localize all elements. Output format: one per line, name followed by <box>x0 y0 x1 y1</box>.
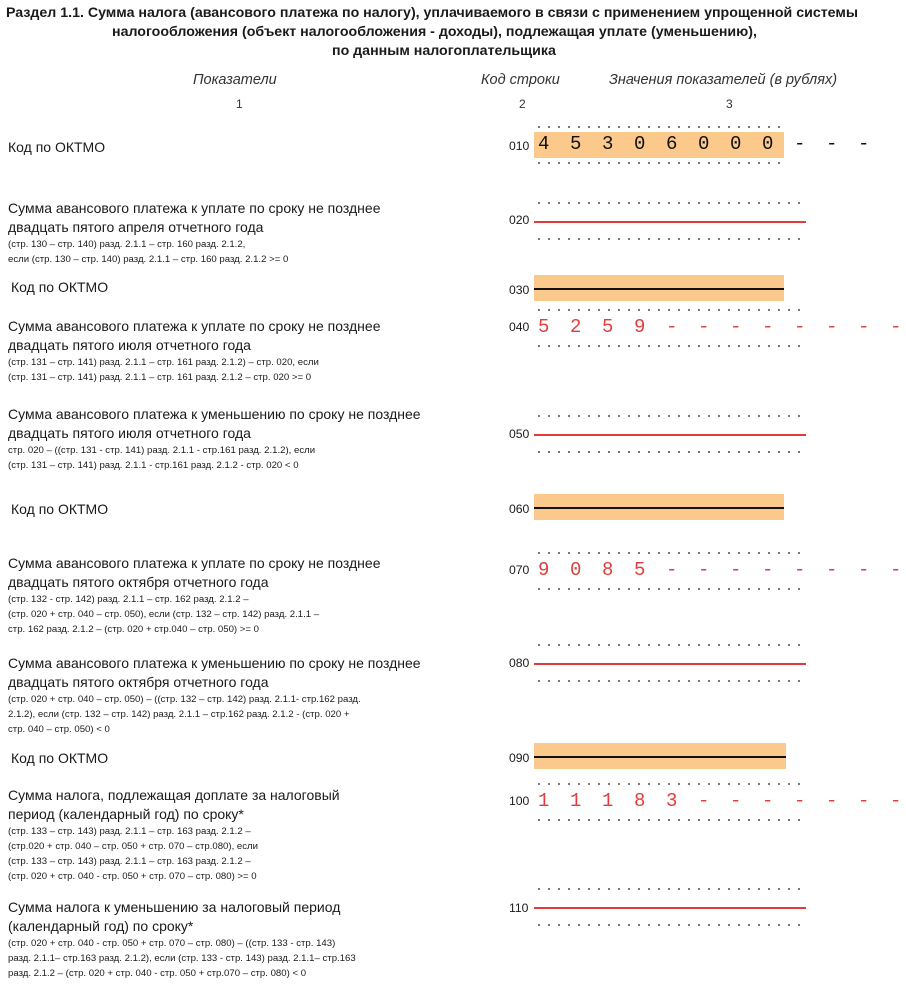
row-050-code: 050 <box>509 427 530 441</box>
column-number-2: 2 <box>519 97 526 111</box>
row-080-code: 080 <box>509 656 530 670</box>
row-060-oktmo-field[interactable] <box>534 494 784 520</box>
row-100-code: 100 <box>509 794 530 808</box>
row-020-formula: (стр. 130 – стр. 140) разд. 2.1.1 – стр. 160 разд. 2.1.2, если (стр. 130 – стр. 140) разд. 2.1.1 – стр. 160 разд. 2.1.2 >= 0 <box>8 239 289 265</box>
section-title-line-1: Раздел 1.1. Сумма налога (авансового платежа по налогу), уплачиваемого в связи с применением упрощенной системы <box>6 5 858 21</box>
row-100-formula: (стр. 133 – стр. 143) разд. 2.1.1 – стр. 163 разд. 2.1.2 – (стр.020 + стр. 040 – стр. 050 + стр. 070 – стр.080), если (стр. 133 – стр. 143) разд. 2.1.1 – стр. 163 разд. 2.1.2 – (стр. 020 + стр. 040 - стр. 050 + стр. 070 – стр. 080) >= 0 <box>8 826 258 882</box>
row-040-formula: (стр. 131 – стр. 141) разд. 2.1.1 – стр. 161 разд. 2.1.2) – стр. 020, если (стр. 131 – стр. 141) разд. 2.1.1 – стр. 161 разд. 2.1.2 – стр. 020 >= 0 <box>8 357 319 383</box>
row-100-value: 1 1 1 8 3 - - - - - - - <box>538 790 906 812</box>
row-040-amount-field[interactable] <box>534 315 906 341</box>
row-110-amount-field[interactable] <box>534 894 806 920</box>
row-070-amount-field[interactable] <box>534 558 906 584</box>
row-060-label: Код по ОКТМО <box>11 501 109 517</box>
row-010-oktmo-field[interactable] <box>534 132 875 158</box>
row-050-formula: стр. 020 – ((стр. 131 - стр. 141) разд. 2.1.1 - стр.161 разд. 2.1.2), если (стр. 131 – стр. 141) разд. 2.1.1 - стр.161 разд. 2.1.2 - стр. 020 < 0 <box>8 445 316 471</box>
row-050-label: Сумма авансового платежа к уменьшению по сроку не позднее двадцать пятого июля отчетного года <box>8 406 421 441</box>
column-header-indicators: Показатели <box>193 72 277 88</box>
section-title-line-3: по данным налогоплательщика <box>332 43 556 59</box>
row-040-code: 040 <box>509 320 530 334</box>
row-020-code: 020 <box>509 213 530 227</box>
row-110-code: 110 <box>509 901 529 915</box>
row-040-label: Сумма авансового платежа к уплате по сроку не позднее двадцать пятого июля отчетного года <box>8 318 381 353</box>
row-060-code: 060 <box>509 502 530 516</box>
row-050-amount-field[interactable] <box>534 421 806 447</box>
row-110-formula: (стр. 020 + стр. 040 - стр. 050 + стр. 070 – стр. 080) – ((стр. 133 - стр. 143) разд. 2.1.1– стр.163 разд. 2.1.2), если (стр. 133 - стр. 143) разд. 2.1.1– стр.163 разд. 2.1.2 – (стр. 020 + стр. 040 - стр. 050 + стр.070 – стр. 080) < 0 <box>8 938 356 979</box>
column-number-1: 1 <box>236 97 243 111</box>
row-070-code: 070 <box>509 563 530 577</box>
row-080-amount-field[interactable] <box>534 650 806 676</box>
row-040-value: 5 2 5 9 - - - - - - - - <box>538 316 906 338</box>
column-number-3: 3 <box>726 97 733 111</box>
row-010-value: 4 5 3 0 6 0 0 0 - - - <box>538 133 875 155</box>
row-080-label: Сумма авансового платежа к уменьшению по сроку не позднее двадцать пятого октября отчетного года <box>8 655 421 690</box>
row-020-label: Сумма авансового платежа к уплате по сроку не позднее двадцать пятого апреля отчетного года <box>8 200 381 235</box>
row-080-formula: (стр. 020 + стр. 040 – стр. 050) – ((стр. 132 – стр. 142) разд. 2.1.1- стр.162 разд. 2.1.2), если (стр. 132 – стр. 142) разд. 2.1.1 – стр.162 разд. 2.1.2 - (стр. 020 + стр. 040 – стр. 050) < 0 <box>8 694 361 735</box>
row-070-formula: (стр. 132 - стр. 142) разд. 2.1.1 – стр. 162 разд. 2.1.2 – (стр. 020 + стр. 040 – стр. 050), если (стр. 132 – стр. 142) разд. 2.1.1 – стр. 162 разд. 2.1.2 – (стр. 020 + стр.040 – стр. 050) >= 0 <box>8 594 320 635</box>
row-100-label: Сумма налога, подлежащая доплате за налоговый период (календарный год) по сроку* <box>8 787 340 822</box>
row-070-label: Сумма авансового платежа к уплате по сроку не позднее двадцать пятого октября отчетного года <box>8 555 381 590</box>
row-090-code: 090 <box>509 751 530 765</box>
row-010-label: Код по ОКТМО <box>8 139 106 155</box>
row-100-amount-field[interactable] <box>534 789 906 815</box>
row-090-label: Код по ОКТМО <box>11 750 109 766</box>
section-title-line-2: налогообложения (объект налогообложения - доходы), подлежащая уплате (уменьшению), <box>112 24 757 40</box>
row-030-code: 030 <box>509 283 530 297</box>
column-header-line-code: Код строки <box>481 72 560 88</box>
row-090-oktmo-field[interactable] <box>534 743 786 769</box>
row-020-amount-field[interactable] <box>534 208 806 234</box>
row-030-oktmo-field[interactable] <box>534 275 784 301</box>
row-030-label: Код по ОКТМО <box>11 279 109 295</box>
row-010-code: 010 <box>509 139 530 153</box>
row-110-label: Сумма налога к уменьшению за налоговый период (календарный год) по сроку* <box>8 899 341 934</box>
column-header-values: Значения показателей (в рублях) <box>609 72 838 88</box>
row-070-value: 9 0 8 5 - - - - - - - - <box>538 559 906 581</box>
